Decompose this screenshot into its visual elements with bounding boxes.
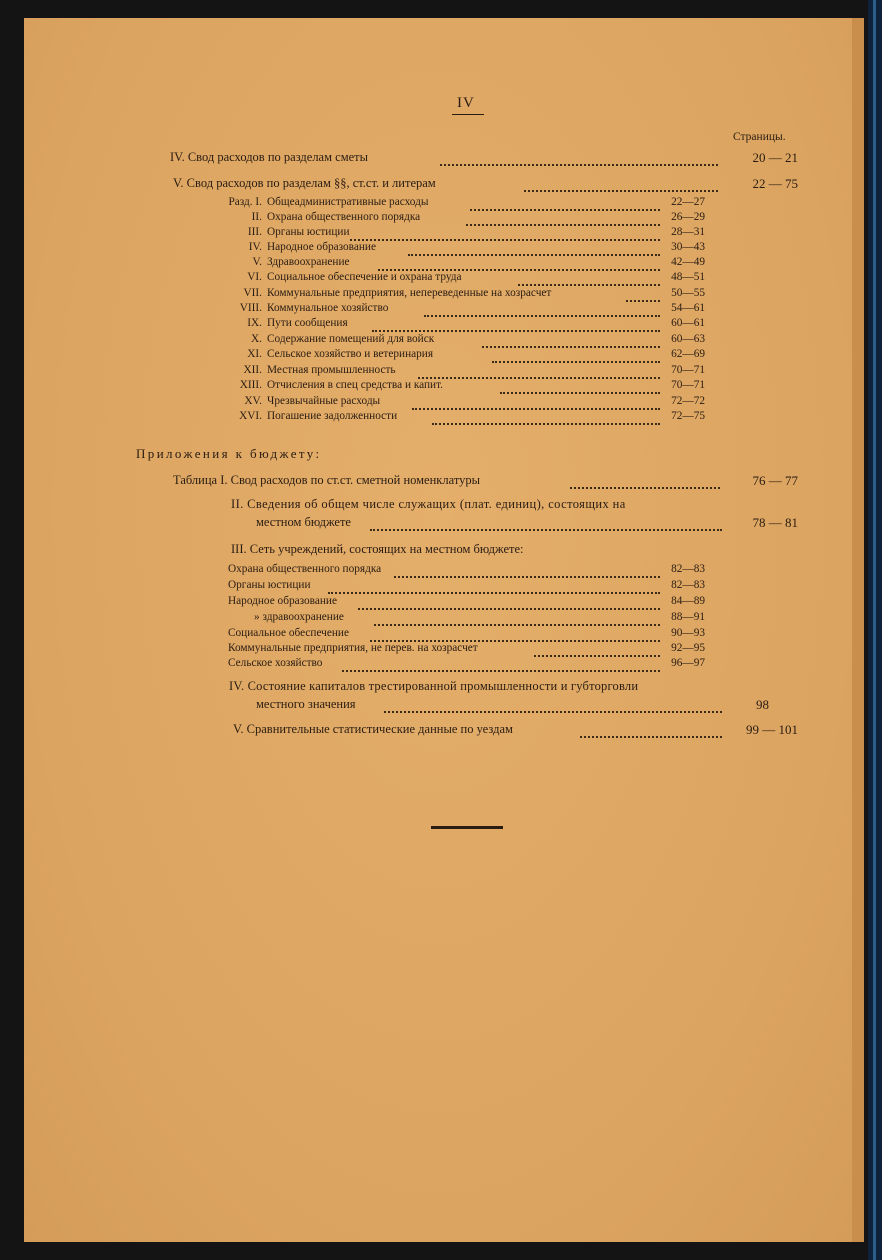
item-label: » здравоохранение [254, 611, 344, 623]
table-i-label: Таблица I. Свод расходов по ст.ст. сметной номенклатуры [173, 473, 481, 487]
item-pages: 62—69 [671, 348, 705, 360]
leader-dots [358, 608, 660, 610]
roman-numeral: IX. [247, 317, 262, 329]
item-pages: 96—97 [671, 657, 705, 669]
leader-dots [342, 670, 660, 672]
leader-dots [350, 239, 660, 241]
item-label: Отчисления в спец средства и капит. [267, 379, 444, 391]
roman-numeral: XV. [244, 395, 262, 407]
roman-numeral: XII. [243, 364, 262, 376]
item-label: Социальное обеспечение и охрана труда [267, 271, 462, 283]
table-ii-pages: 78 — 81 [752, 515, 798, 530]
roman-numeral: II. [251, 211, 262, 223]
table-iv-label-line1: IV. Состояние капиталов трестированной промышленности и губторговли [229, 679, 639, 693]
roman-numeral: X. [251, 333, 262, 345]
roman-numeral: VII. [243, 287, 262, 299]
item-label: Коммунальные предприятия, непереведенные на хозрасчет [267, 287, 552, 299]
leader-dots [394, 576, 660, 578]
table-iv-pages: 98 [756, 697, 769, 712]
leader-dots [412, 408, 660, 410]
table-ii-label-line2: местном бюджете [256, 515, 351, 529]
item-label: Чрезвычайные расходы [267, 395, 381, 407]
item-label: Общеадминистративные расходы [267, 196, 429, 208]
item-label: Органы юстиции [267, 226, 350, 238]
section-v-pages: 22 — 75 [752, 176, 798, 191]
item-label: Охрана общественного порядка [267, 211, 421, 223]
roman-numeral: Разд. I. [228, 196, 262, 208]
document-page [24, 18, 852, 1242]
item-pages: 60—61 [671, 317, 705, 329]
item-label: Народное образование [228, 595, 337, 607]
item-pages: 70—71 [671, 379, 705, 391]
item-label: Коммунальные предприятия, не перев. на хозрасчет [228, 642, 478, 654]
item-label: Местная промышленность [267, 364, 396, 376]
leader-dots [374, 624, 660, 626]
leader-dots [482, 346, 660, 348]
leader-dots [328, 592, 660, 594]
leader-dots [466, 224, 660, 226]
item-pages: 72—75 [671, 410, 705, 422]
item-pages: 70—71 [671, 364, 705, 376]
leader-dots [470, 209, 660, 211]
leader-dots [492, 361, 660, 363]
item-pages: 50—55 [671, 287, 705, 299]
item-pages: 88—91 [671, 611, 705, 623]
table-iv-label-line2: местного значения [256, 697, 356, 711]
closing-rule [431, 826, 503, 829]
item-pages: 72—72 [671, 395, 705, 407]
page-number-underline [452, 114, 484, 115]
leader-dots [580, 736, 722, 738]
item-pages: 82—83 [671, 563, 705, 575]
leader-dots [440, 164, 718, 166]
item-label: Охрана общественного порядка [228, 563, 382, 575]
item-pages: 54—61 [671, 302, 705, 314]
table-v-label: V. Сравнительные статистические данные по уездам [233, 722, 513, 736]
roman-numeral: XVI. [239, 410, 262, 422]
item-pages: 90—93 [671, 627, 705, 639]
leader-dots [626, 300, 660, 302]
leader-dots [534, 655, 660, 657]
item-label: Органы юстиции [228, 579, 311, 591]
page-edge [852, 18, 864, 1242]
roman-numeral: IV. [248, 241, 262, 253]
leader-dots [370, 529, 722, 531]
leader-dots [424, 315, 660, 317]
item-label: Народное образование [267, 241, 376, 253]
table-i-pages: 76 — 77 [752, 473, 798, 488]
binding-edge-highlight [873, 0, 876, 1260]
section-iv-label: IV. Свод расходов по разделам сметы [170, 150, 369, 164]
page-number: IV [457, 95, 475, 111]
appendix-heading: Приложения к бюджету: [136, 446, 322, 461]
item-label: Содержание помещений для войск [267, 333, 435, 345]
section-v-label: V. Свод расходов по разделам §§, ст.ст. и литерам [173, 176, 436, 190]
leader-dots [570, 487, 720, 489]
section-iv-pages: 20 — 21 [752, 150, 798, 165]
leader-dots [500, 392, 660, 394]
roman-numeral: VI. [247, 271, 262, 283]
item-pages: 60—63 [671, 333, 705, 345]
item-label: Коммунальное хозяйство [267, 302, 389, 314]
leader-dots [518, 284, 660, 286]
item-label: Социальное обеспечение [228, 627, 349, 639]
leader-dots [384, 711, 722, 713]
item-label: Сельское хозяйство [228, 657, 323, 669]
roman-numeral: XIII. [239, 379, 262, 391]
leader-dots [418, 377, 660, 379]
item-pages: 84—89 [671, 595, 705, 607]
table-ii-label-line1: II. Сведения об общем числе служащих (плат. единиц), состоящих на [231, 497, 626, 511]
item-pages: 28—31 [671, 226, 705, 238]
item-pages: 48—51 [671, 271, 705, 283]
column-header: Страницы. [733, 131, 786, 143]
roman-numeral: III. [247, 226, 262, 238]
roman-numeral: VIII. [239, 302, 262, 314]
item-pages: 26—29 [671, 211, 705, 223]
item-pages: 22—27 [671, 196, 705, 208]
leader-dots [372, 330, 660, 332]
leader-dots [432, 423, 660, 425]
roman-numeral: V. [252, 256, 262, 268]
table-v-pages: 99 — 101 [746, 722, 798, 737]
table-iii-label: III. Сеть учреждений, состоящих на местном бюджете: [231, 542, 524, 556]
item-pages: 30—43 [671, 241, 705, 253]
leader-dots [524, 190, 718, 192]
item-pages: 42—49 [671, 256, 705, 268]
item-pages: 82—83 [671, 579, 705, 591]
item-label: Погашение задолженности [267, 410, 398, 422]
item-label: Сельское хозяйство и ветеринария [267, 348, 434, 360]
leader-dots [408, 254, 660, 256]
roman-numeral: XI. [247, 348, 262, 360]
item-pages: 92—95 [671, 642, 705, 654]
item-label: Пути сообщения [267, 317, 348, 329]
item-label: Здравоохранение [267, 256, 350, 268]
